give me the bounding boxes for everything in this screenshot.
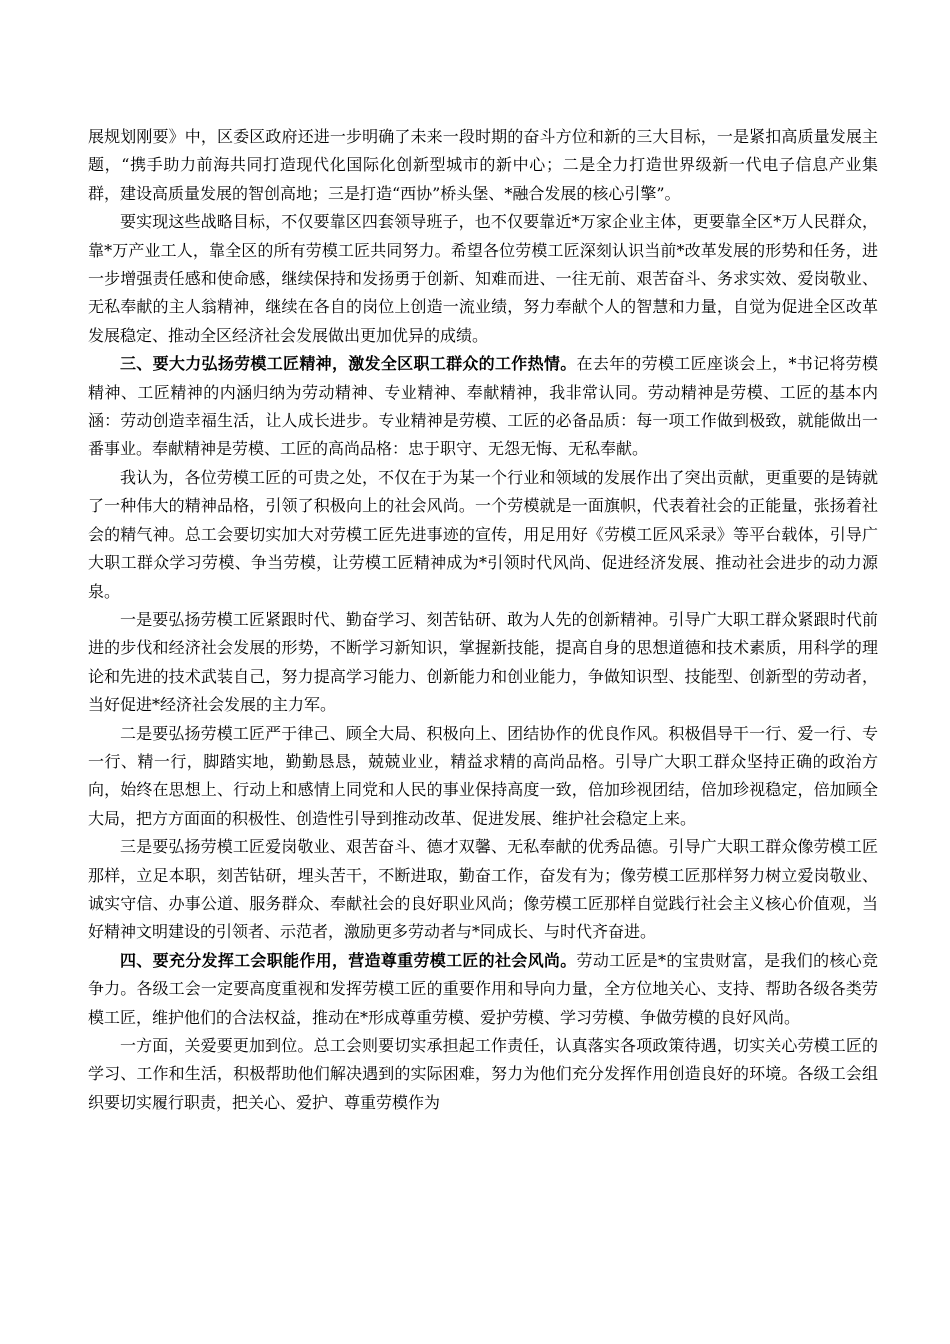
paragraph-text: 我认为，各位劳模工匠的可贵之处，不仅在于为某一个行业和领域的发展作出了突出贡献，更重要的是铸就了一种伟大的精神品格，引领了积极向上的社会风尚。一个劳模就是一面旗帜，代表着社会的正能量，张扬着社会的精气神。总工会要切实加大对劳模工匠先进事迹的宣传，用足用好《劳模工匠风采录》等平台载体，引导广大职工群众学习劳模、争当劳模，让劳模工匠精神成为*引领时代风尚、促进经济发展、推动社会进步的动力源泉。 bbox=[88, 467, 878, 601]
paragraph-text: 二是要弘扬劳模工匠严于律己、顾全大局、积极向上、团结协作的优良作风。积极倡导干一行、爱一行、专一行、精一行，脚踏实地，勤勤恳恳，兢兢业业，精益求精的高尚品格。引导广大职工群众坚持正确的政治方向，始终在思想上、行动上和感情上同党和人民的事业保持高度一致，倍加珍视团结，倍加珍视稳定，倍加顾全大局，把方方面面的积极性、创造性引导到推动改革、促进发展、维护社会稳定上来。 bbox=[88, 723, 878, 828]
paragraph bbox=[88, 606, 878, 720]
paragraph-text: 要实现这些战略目标，不仅要靠区四套领导班子，也不仅要靠近*万家企业主体，更要靠全区*万人民群众，靠*万产业工人，靠全区的所有劳模工匠共同努力。希望各位劳模工匠深刻认识当前*改革发展的形势和任务，进一步增强责任感和使命感，继续保持和发扬勇于创新、知难而进、一往无前、艰苦奋斗、务求实效、爱岗敬业、无私奉献的主人翁精神，继续在各自的岗位上创造一流业绩，努力奉献个人的智慧和力量，自觉为促进全区改革发展稳定、推动全区经济社会发展做出更加优异的成绩。 bbox=[88, 212, 878, 345]
paragraph bbox=[88, 833, 878, 947]
section-heading: 三、要大力弘扬劳模工匠精神，激发全区职工群众的工作热情。 bbox=[120, 354, 577, 374]
section-heading: 四、要充分发挥工会职能作用，营造尊重劳模工匠的社会风尚。 bbox=[120, 950, 577, 970]
paragraph-text: 在去年的劳模工匠座谈会上，*书记将劳模精神、工匠精神的内涵归纳为劳动精神、专业精神、奉献精神，我非常认同。劳动精神是劳模、工匠的基本内涵：劳动创造幸福生活，让人成长进步。专业精神是劳模、工匠的必备品质：每一项工作做到极致，就能做出一番事业。奉献精神是劳模、工匠的高尚品格：忠于职守、无怨无悔、无私奉献。 bbox=[88, 354, 878, 459]
paragraph bbox=[88, 720, 878, 834]
paragraph bbox=[88, 350, 878, 464]
paragraph bbox=[88, 947, 878, 1032]
paragraph-text: 一方面，关爱要更加到位。总工会则要切实承担起工作责任，认真落实各项政策待遇，切实关心劳模工匠的学习、工作和生活，积极帮助他们解决遇到的实际困难，努力为他们充分发挥作用创造良好的环境。各级工会组织要切实履行职责，把关心、爱护、尊重劳模作为 bbox=[88, 1036, 878, 1112]
paragraph-text: 劳动工匠是*的宝贵财富，是我们的核心竞争力。各级工会一定要高度重视和发挥劳模工匠的重要作用和导向力量，全方位地关心、支持、帮助各级各类劳模工匠，维护他们的合法权益，推动在*形成尊重劳模、爱护劳模、学习劳模、争做劳模的良好风尚。 bbox=[88, 950, 878, 1027]
paragraph-text: 三是要弘扬劳模工匠爱岗敬业、艰苦奋斗、德才双馨、无私奉献的优秀品德。引导广大职工群众像劳模工匠那样，立足本职，刻苦钻研，埋头苦干，不断进取，勤奋工作，奋发有为；像劳模工匠那样努力树立爱岗敬业、诚实守信、办事公道、服务群众、奉献社会的良好职业风尚；像劳模工匠那样自觉践行社会主义核心价值观，当好精神文明建设的引领者、示范者，激励更多劳动者与*同成长、与时代齐奋进。 bbox=[88, 837, 878, 942]
document-body bbox=[88, 123, 878, 1117]
paragraph bbox=[88, 1032, 878, 1117]
paragraph bbox=[88, 464, 878, 606]
paragraph bbox=[88, 123, 878, 208]
paragraph bbox=[88, 208, 878, 350]
paragraph-text: 展规划刚要》中，区委区政府还进一步明确了未来一段时期的奋斗方位和新的三大目标，一是紧扣高质量发展主题，“携手助力前海共同打造现代化国际化创新型城市的新中心；二是全力打造世界级新一代电子信息产业集群，建设高质量发展的智创高地；三是打造“西协”桥头堡、*融合发展的核心引擎”。 bbox=[88, 127, 878, 203]
paragraph-text: 一是要弘扬劳模工匠紧跟时代、勤奋学习、刻苦钻研、敢为人先的创新精神。引导广大职工群众紧跟时代前进的步伐和经济社会发展的形势，不断学习新知识，掌握新技能，提高自身的思想道德和技术素质，用科学的理论和先进的技术武装自己，努力提高学习能力、创新能力和创业能力，争做知识型、技能型、创新型的劳动者，当好促进*经济社会发展的主力军。 bbox=[88, 609, 878, 715]
